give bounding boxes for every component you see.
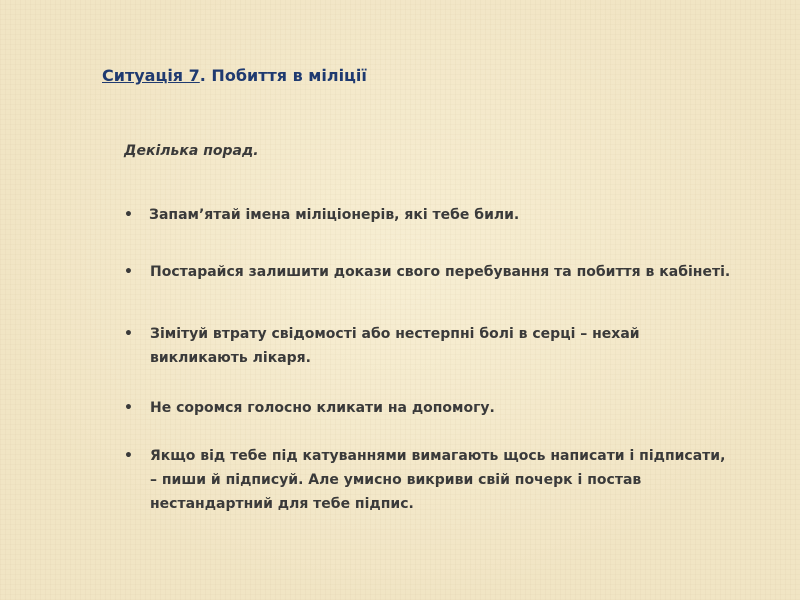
list-item-line: – пиши й підписуй. Але умисно викриви свій почерк і постав bbox=[150, 472, 642, 488]
list-item-text bbox=[149, 203, 519, 227]
advice-subtitle: Декілька порад. bbox=[124, 143, 259, 159]
list-item-text bbox=[150, 396, 495, 420]
list-item-line: нестандартний для тебе підпис. bbox=[150, 496, 414, 512]
bullet-icon: • bbox=[124, 400, 133, 416]
title-situation-number: Ситуація 7 bbox=[102, 66, 200, 85]
list-item-line: викликають лікаря. bbox=[150, 350, 311, 366]
list-item bbox=[124, 444, 784, 516]
list-item-text bbox=[150, 444, 725, 516]
list-item-line: Зімітуй втрату свідомості або нестерпні болі в серці – нехай bbox=[150, 326, 640, 342]
title-topic: . Побиття в міліції bbox=[199, 66, 367, 85]
list-item bbox=[124, 260, 784, 284]
list-item bbox=[124, 322, 784, 370]
page-title bbox=[102, 66, 367, 85]
bullet-icon: • bbox=[124, 326, 133, 342]
bullet-icon: • bbox=[124, 448, 133, 464]
list-item-line: Якщо від тебе під катуваннями вимагають щось написати і підписати, bbox=[150, 448, 726, 464]
list-item-text bbox=[150, 260, 730, 284]
list-item-text bbox=[150, 322, 640, 370]
list-item-line: Не соромся голосно кликати на допомогу. bbox=[150, 400, 495, 416]
list-item bbox=[124, 396, 764, 420]
list-item-line: Запам’ятай імена міліціонерів, які тебе били. bbox=[149, 207, 520, 223]
bullet-icon: • bbox=[124, 264, 133, 280]
bullet-icon: • bbox=[124, 207, 133, 223]
list-item-line: Постарайся залишити докази свого перебування та побиття в кабінеті. bbox=[150, 264, 731, 280]
list-item bbox=[124, 203, 764, 227]
